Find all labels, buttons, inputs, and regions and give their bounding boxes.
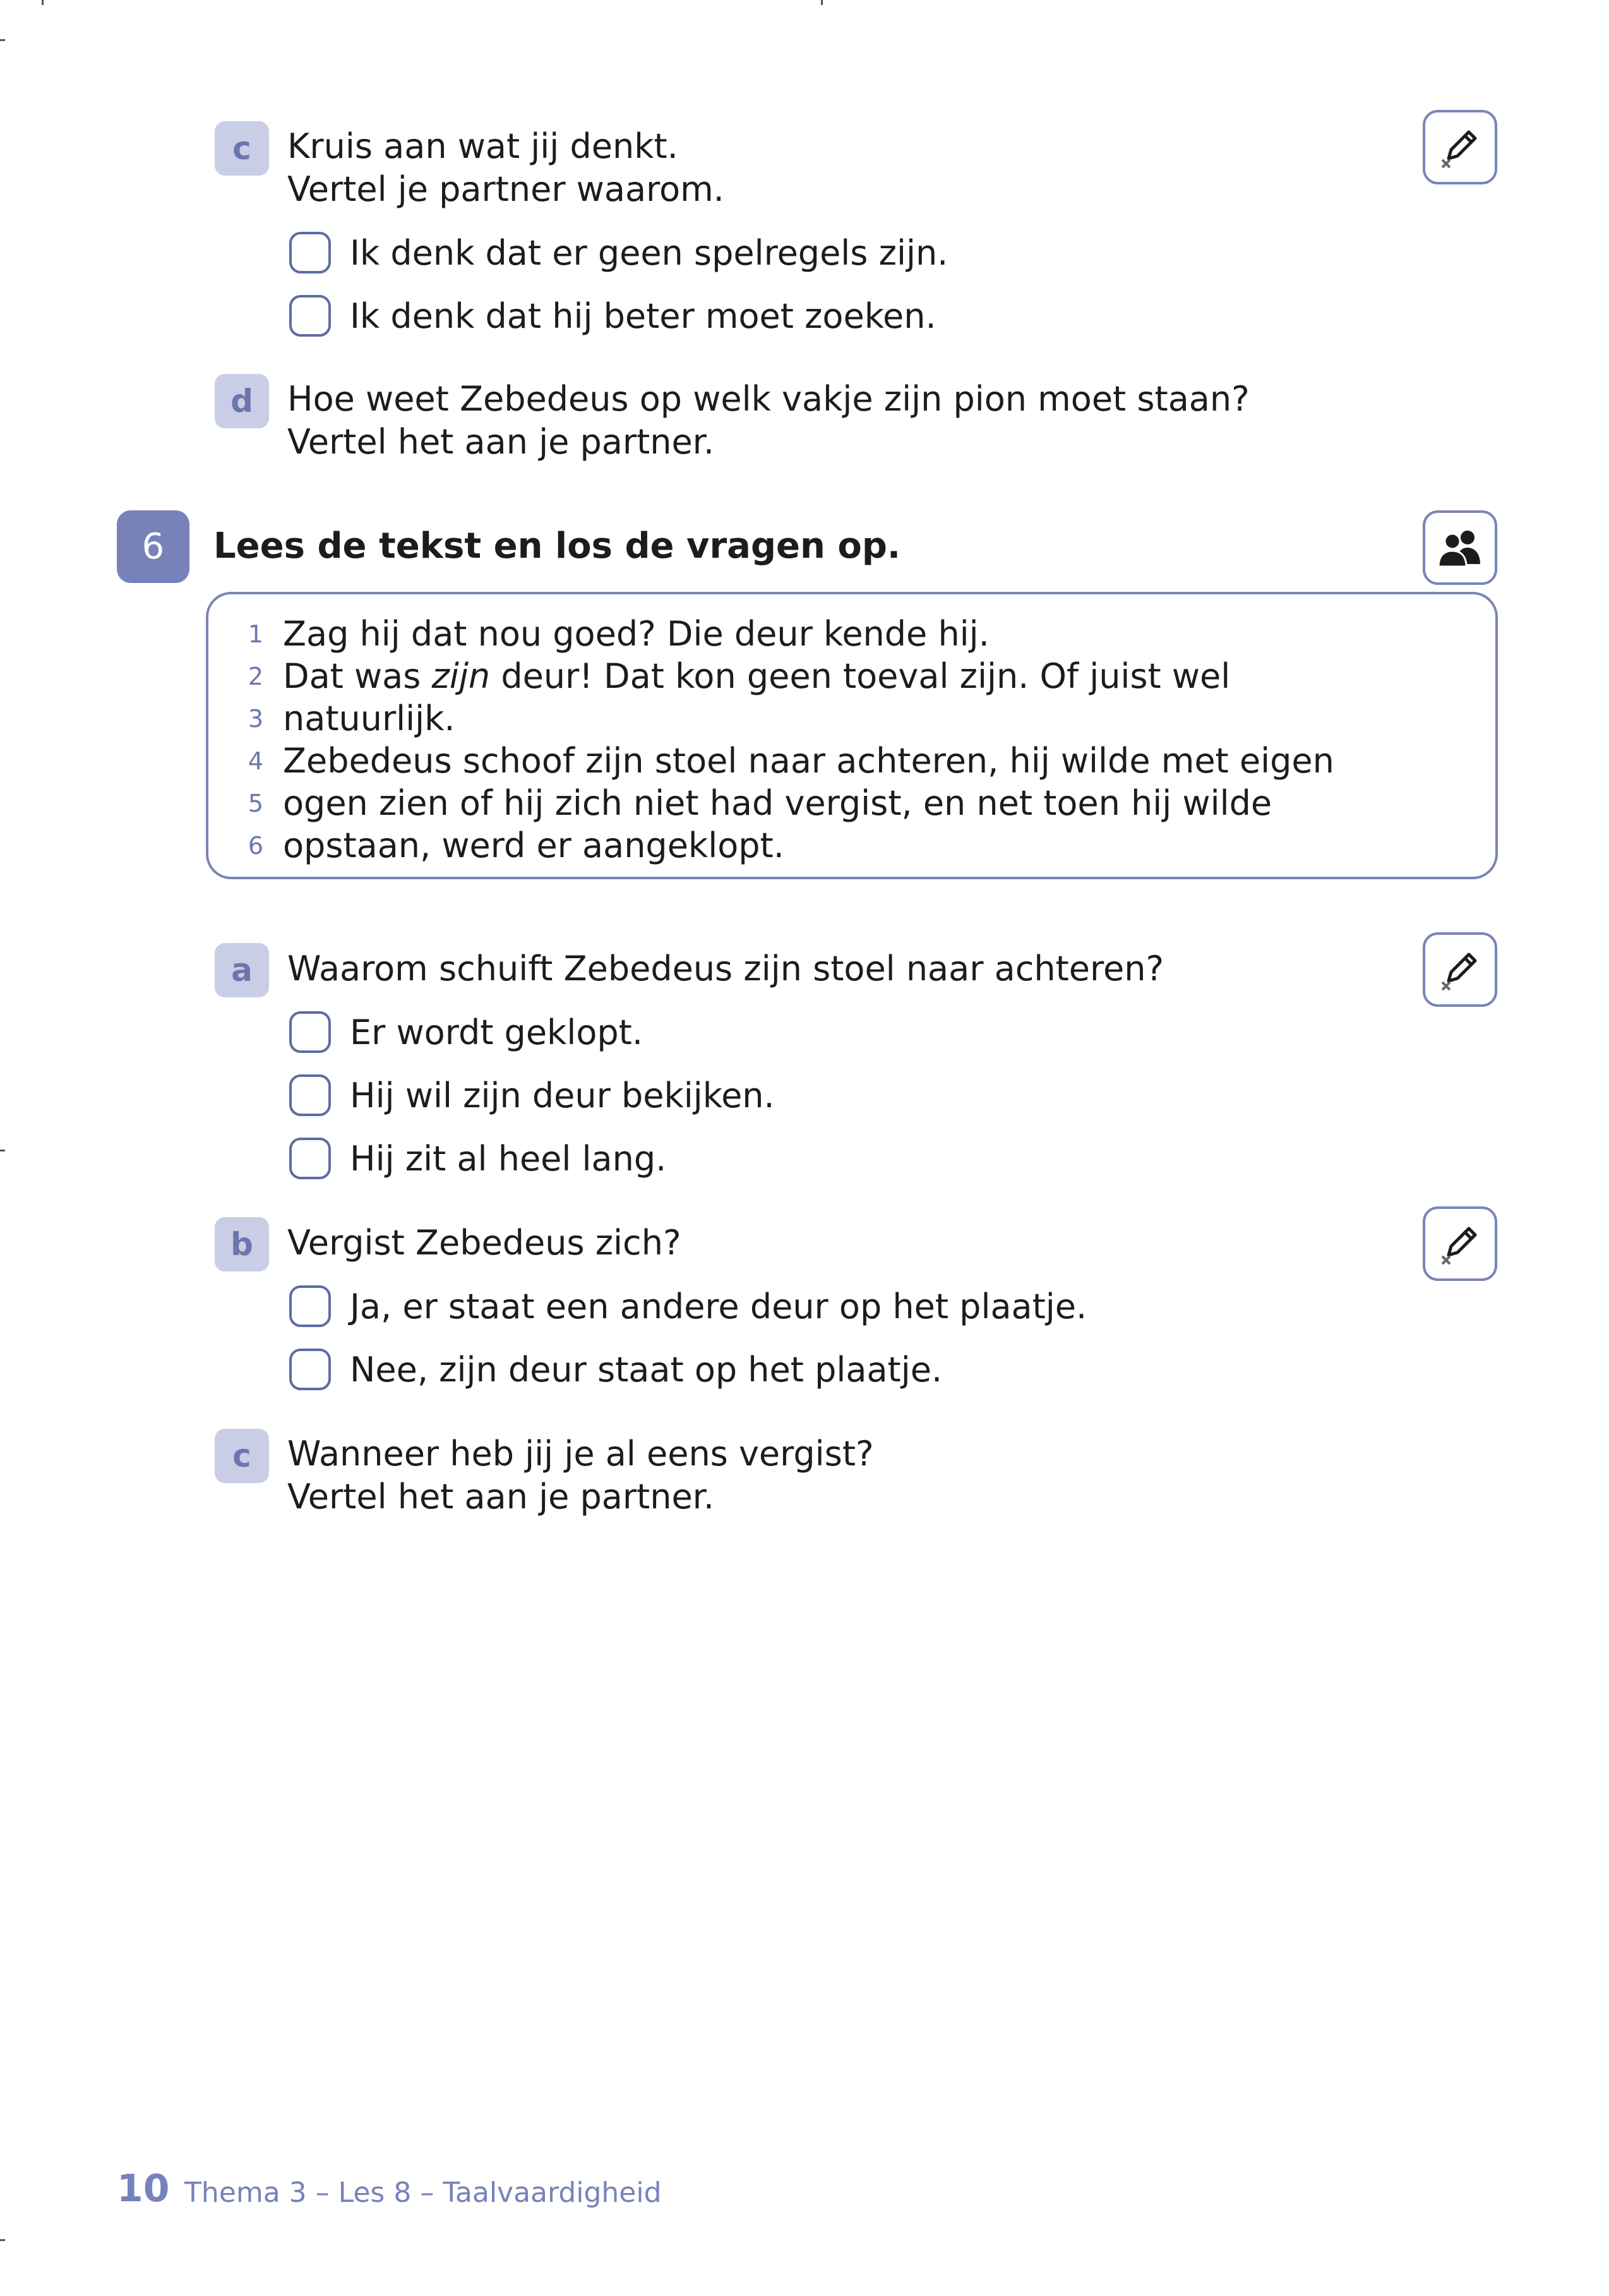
crop-mark — [0, 2239, 5, 2241]
checkbox[interactable] — [289, 295, 331, 337]
checkbox[interactable] — [289, 1349, 331, 1390]
pair-work-indicator — [1423, 510, 1497, 585]
option-label: Ik denk dat er geen spelregels zijn. — [350, 232, 948, 273]
line-text: opstaan, werd er aangeklopt. — [283, 826, 784, 865]
question-letter-badge: b — [215, 1217, 269, 1271]
question-text: Vertel het aan je partner. — [287, 422, 715, 462]
option-label: Hij wil zijn deur bekijken. — [350, 1075, 775, 1115]
write-answer-button[interactable] — [1423, 110, 1497, 184]
question-letter-badge: a — [215, 943, 269, 997]
checkbox[interactable] — [289, 1285, 331, 1327]
question-letter-badge: c — [215, 121, 269, 176]
line-number: 6 — [248, 831, 264, 860]
answer-option[interactable] — [289, 1134, 666, 1182]
pencil-icon — [1435, 122, 1485, 172]
checkbox[interactable] — [289, 1138, 331, 1179]
option-label: Er wordt geklopt. — [350, 1012, 643, 1052]
question-text: Waarom schuift Zebedeus zijn stoel naar achteren? — [287, 949, 1164, 989]
two-people-icon — [1435, 522, 1485, 573]
answer-option[interactable] — [289, 1008, 643, 1056]
question-text: Vertel je partner waarom. — [287, 169, 724, 209]
footer-label: Thema 3 – Les 8 – Taalvaardigheid — [184, 2177, 662, 2209]
option-label: Hij zit al heel lang. — [350, 1138, 667, 1179]
checkbox[interactable] — [289, 232, 331, 273]
line-number: 4 — [248, 747, 264, 775]
line-number: 1 — [248, 620, 264, 648]
option-label: Nee, zijn deur staat op het plaatje. — [350, 1349, 943, 1390]
line-number: 2 — [248, 662, 264, 690]
question-text: Vergist Zebedeus zich? — [287, 1223, 681, 1263]
text-segment: Dat was — [283, 656, 432, 696]
emphasized-word: zijn — [431, 656, 491, 696]
reading-text-box — [206, 592, 1498, 879]
pencil-icon — [1435, 944, 1485, 995]
write-answer-button[interactable] — [1423, 1206, 1497, 1281]
line-text: Zag hij dat nou goed? Die deur kende hij. — [283, 614, 990, 654]
page-number: 10 — [117, 2167, 170, 2211]
task-title: Lees de tekst en los de vragen op. — [213, 526, 901, 567]
crop-mark — [42, 0, 44, 5]
write-answer-button[interactable] — [1423, 932, 1497, 1007]
checkbox[interactable] — [289, 1074, 331, 1116]
question-text: Kruis aan wat jij denkt. — [287, 126, 678, 166]
answer-option[interactable] — [289, 292, 936, 340]
crop-mark — [0, 39, 5, 41]
line-number: 3 — [248, 704, 264, 733]
crop-mark — [0, 1150, 5, 1151]
question-text: Hoe weet Zebedeus op welk vakje zijn pion moet staan? — [287, 379, 1250, 419]
line-text: natuurlijk. — [283, 699, 455, 738]
line-text: ogen zien of hij zich niet had vergist, en net toen hij wilde — [283, 783, 1272, 823]
task-number-badge: 6 — [117, 510, 189, 583]
line-text — [283, 656, 1230, 696]
question-letter-badge: d — [215, 374, 269, 428]
question-text: Wanneer heb jij je al eens vergist? — [287, 1434, 874, 1474]
answer-option[interactable] — [289, 1345, 942, 1393]
option-label: Ja, er staat een andere deur op het plaatje. — [350, 1286, 1087, 1326]
answer-option[interactable] — [289, 1282, 1087, 1330]
answer-option[interactable] — [289, 229, 948, 277]
line-text: Zebedeus schoof zijn stoel naar achteren, hij wilde met eigen — [283, 741, 1334, 781]
text-segment: deur! Dat kon geen toeval zijn. Of juist wel — [490, 656, 1231, 696]
option-label: Ik denk dat hij beter moet zoeken. — [350, 296, 936, 336]
answer-option[interactable] — [289, 1071, 775, 1119]
crop-mark — [821, 0, 823, 5]
checkbox[interactable] — [289, 1011, 331, 1053]
question-letter-badge: c — [215, 1429, 269, 1483]
line-number: 5 — [248, 789, 264, 817]
pencil-icon — [1435, 1218, 1485, 1269]
question-text: Vertel het aan je partner. — [287, 1477, 715, 1517]
